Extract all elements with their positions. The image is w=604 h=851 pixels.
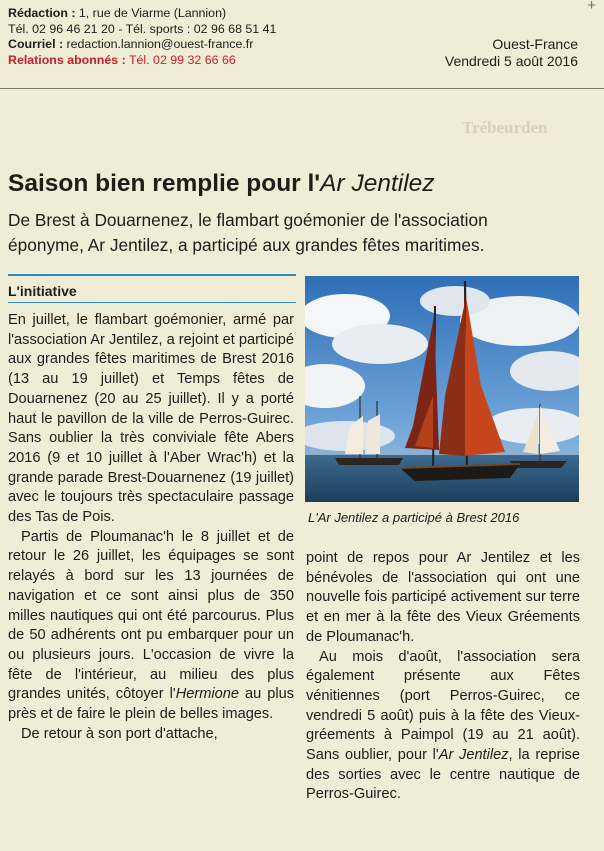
redaction-line: Rédaction : 1, rue de Viarme (Lannion) bbox=[8, 6, 227, 20]
paragraph-2: Partis de Ploumanac'h le 8 juillet et de retour le 26 juillet, les équipages se sont relayés à bord sur les 13 journées de navigation et ce sont ainsi plus de 350 milles nautiques qui ont été parcourus. Plus de 50 adhérents ont pu embarquer pour un ou plusieurs jours. L'occasion de vivre la fête de l'intérieur, au milieu des plus grandes unités, côtoyer l'Hermione au plus près et de faire le plein de belles images. bbox=[8, 528, 294, 723]
paragraph-1: En juillet, le flambart goémonier, armé par l'association Ar Jentilez, a rejoint et participé aux grandes fêtes maritimes de Brest 2016 (13 au 19 juillet) et Temps fêtes de Douarnenez (20 au 25 juillet). Il y a porté haut le pavillon de la ville de Perros-Guirec. Sans oublier la très conviviale fête Abers 2016 (9 et 10 juillet à l'Aber Wrac'h) et la grande parade Brest-Douarnenez (19 juillet) avec le toujours très spectaculaire passage des Tas de Pois. bbox=[8, 312, 294, 526]
page-corner-mark: + bbox=[587, 0, 596, 14]
photo-illustration bbox=[305, 276, 579, 502]
newspaper-dateline bbox=[445, 36, 578, 70]
paragraph-4: Au mois d'août, l'association sera également présente aux Fêtes vénitiennes (port Perros-Guirec, ce vendredi 5 août) puis à la fête des Vieux-gréements à Paimpol (19 au 21 août). Sans oublier, pour l'Ar Jentilez, la reprise des sorties avec le centre nautique de Perros-Guirec. bbox=[306, 648, 580, 803]
contact-header bbox=[8, 6, 276, 68]
kicker-rule-bottom bbox=[8, 302, 296, 303]
subscriber-line: Relations abonnés : Tél. 02 99 32 66 66 bbox=[8, 52, 236, 67]
phone-line: Tél. 02 96 46 21 20 - Tél. sports : 02 96 68 51 41 bbox=[8, 21, 277, 36]
email-line: Courriel : redaction.lannion@ouest-france.fr bbox=[8, 37, 254, 52]
newspaper-name: Ouest-France bbox=[492, 36, 578, 52]
paragraph-3-start: De retour à son port d'attache, bbox=[21, 725, 218, 742]
kicker-rule-top bbox=[8, 274, 296, 276]
article-kicker: L'initiative bbox=[8, 283, 77, 299]
article-headline: Saison bien remplie pour l'Ar Jentilez bbox=[8, 170, 435, 197]
bleed-through-section: Trébeurden bbox=[462, 118, 548, 137]
article-column-2 bbox=[306, 549, 580, 805]
photo-caption: L'Ar Jentilez a participé à Brest 2016 bbox=[308, 510, 520, 525]
header-divider bbox=[0, 88, 604, 89]
article-lead: De Brest à Douarnenez, le flambart goémonier de l'association éponyme, Ar Jentilez, a participé aux grandes fêtes maritimes. bbox=[8, 210, 488, 255]
publication-date: Vendredi 5 août 2016 bbox=[444, 53, 578, 69]
article-column-1 bbox=[8, 311, 294, 744]
boat-photo bbox=[305, 276, 579, 502]
paragraph-3-continued: point de repos pour Ar Jentilez et les bénévoles de l'association qui ont une nouvelle fois participé activement sur terre et en mer à la fête des Vieux Gréements de Ploumanac'h. bbox=[306, 550, 580, 645]
